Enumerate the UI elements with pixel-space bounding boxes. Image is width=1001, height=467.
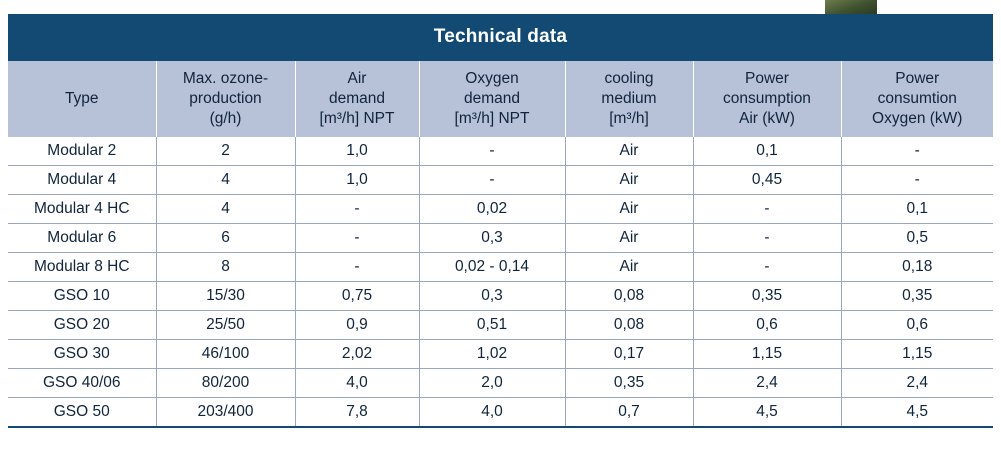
cell-power-air: 0,6: [693, 311, 841, 340]
cell-type: GSO 30: [8, 340, 156, 369]
cell-power-oxygen: 0,35: [841, 282, 993, 311]
column-header-air-demand: Air demand [m³/h] NPT: [295, 61, 419, 137]
table-row: [8, 166, 993, 195]
cell-cooling-medium: 0,7: [565, 398, 693, 428]
cell-max-ozone-production: 25/50: [156, 311, 295, 340]
cell-type: GSO 40/06: [8, 369, 156, 398]
table-row: [8, 253, 993, 282]
cell-power-oxygen: 0,6: [841, 311, 993, 340]
cell-type: GSO 20: [8, 311, 156, 340]
cell-cooling-medium: Air: [565, 195, 693, 224]
cell-power-oxygen: -: [841, 137, 993, 166]
cell-cooling-medium: 0,17: [565, 340, 693, 369]
cell-cooling-medium: Air: [565, 224, 693, 253]
table-title: Technical data: [8, 14, 993, 61]
cell-air-demand: 2,02: [295, 340, 419, 369]
cell-power-oxygen: 0,1: [841, 195, 993, 224]
cell-power-air: -: [693, 253, 841, 282]
cell-max-ozone-production: 2: [156, 137, 295, 166]
cell-cooling-medium: Air: [565, 166, 693, 195]
table-row: [8, 195, 993, 224]
column-header-type: Type: [8, 61, 156, 137]
cell-max-ozone-production: 4: [156, 195, 295, 224]
technical-data-table: [8, 14, 993, 428]
cell-max-ozone-production: 203/400: [156, 398, 295, 428]
cell-air-demand: 4,0: [295, 369, 419, 398]
cell-power-oxygen: -: [841, 166, 993, 195]
cell-cooling-medium: 0,08: [565, 311, 693, 340]
cell-oxygen-demand: 4,0: [419, 398, 565, 428]
cell-air-demand: -: [295, 224, 419, 253]
cell-oxygen-demand: 2,0: [419, 369, 565, 398]
cell-oxygen-demand: 0,02: [419, 195, 565, 224]
cell-type: GSO 50: [8, 398, 156, 428]
cell-type: Modular 6: [8, 224, 156, 253]
cell-air-demand: -: [295, 195, 419, 224]
cell-cooling-medium: 0,08: [565, 282, 693, 311]
cell-max-ozone-production: 6: [156, 224, 295, 253]
cell-cooling-medium: 0,35: [565, 369, 693, 398]
cell-cooling-medium: Air: [565, 253, 693, 282]
cell-type: Modular 2: [8, 137, 156, 166]
cell-max-ozone-production: 46/100: [156, 340, 295, 369]
cell-air-demand: 7,8: [295, 398, 419, 428]
cell-power-air: 1,15: [693, 340, 841, 369]
cell-oxygen-demand: 0,3: [419, 282, 565, 311]
table-row: [8, 398, 993, 428]
cell-power-oxygen: 0,18: [841, 253, 993, 282]
column-header-power-consumption-air: Power consumption Air (kW): [693, 61, 841, 137]
table-row: [8, 340, 993, 369]
cell-max-ozone-production: 80/200: [156, 369, 295, 398]
table-row: [8, 224, 993, 253]
table-row: [8, 311, 993, 340]
cell-power-air: 4,5: [693, 398, 841, 428]
cell-type: Modular 4: [8, 166, 156, 195]
cell-oxygen-demand: -: [419, 137, 565, 166]
column-header-power-consumption-oxygen: Power consumtion Oxygen (kW): [841, 61, 993, 137]
cell-cooling-medium: Air: [565, 137, 693, 166]
cell-type: Modular 4 HC: [8, 195, 156, 224]
cell-power-air: 0,45: [693, 166, 841, 195]
cell-power-air: 2,4: [693, 369, 841, 398]
cell-power-air: -: [693, 195, 841, 224]
cell-type: GSO 10: [8, 282, 156, 311]
cell-max-ozone-production: 4: [156, 166, 295, 195]
table-header-row: [8, 61, 993, 137]
cell-power-air: 0,1: [693, 137, 841, 166]
decorative-photo-edge: [825, 0, 877, 14]
cell-power-air: 0,35: [693, 282, 841, 311]
column-header-max-ozone-production: Max. ozone- production (g/h): [156, 61, 295, 137]
cell-air-demand: -: [295, 253, 419, 282]
column-header-oxygen-demand: Oxygen demand [m³/h] NPT: [419, 61, 565, 137]
column-header-cooling-medium: cooling medium [m³/h]: [565, 61, 693, 137]
cell-max-ozone-production: 15/30: [156, 282, 295, 311]
table-row: [8, 137, 993, 166]
table-row: [8, 369, 993, 398]
cell-oxygen-demand: 0,51: [419, 311, 565, 340]
cell-power-oxygen: 4,5: [841, 398, 993, 428]
cell-power-oxygen: 2,4: [841, 369, 993, 398]
cell-oxygen-demand: 0,3: [419, 224, 565, 253]
cell-power-oxygen: 1,15: [841, 340, 993, 369]
cell-oxygen-demand: -: [419, 166, 565, 195]
cell-oxygen-demand: 0,02 - 0,14: [419, 253, 565, 282]
table-row: [8, 282, 993, 311]
cell-air-demand: 1,0: [295, 166, 419, 195]
cell-air-demand: 0,9: [295, 311, 419, 340]
cell-power-air: -: [693, 224, 841, 253]
cell-oxygen-demand: 1,02: [419, 340, 565, 369]
table-body: [8, 137, 993, 427]
cell-air-demand: 0,75: [295, 282, 419, 311]
cell-max-ozone-production: 8: [156, 253, 295, 282]
cell-type: Modular 8 HC: [8, 253, 156, 282]
cell-air-demand: 1,0: [295, 137, 419, 166]
cell-power-oxygen: 0,5: [841, 224, 993, 253]
